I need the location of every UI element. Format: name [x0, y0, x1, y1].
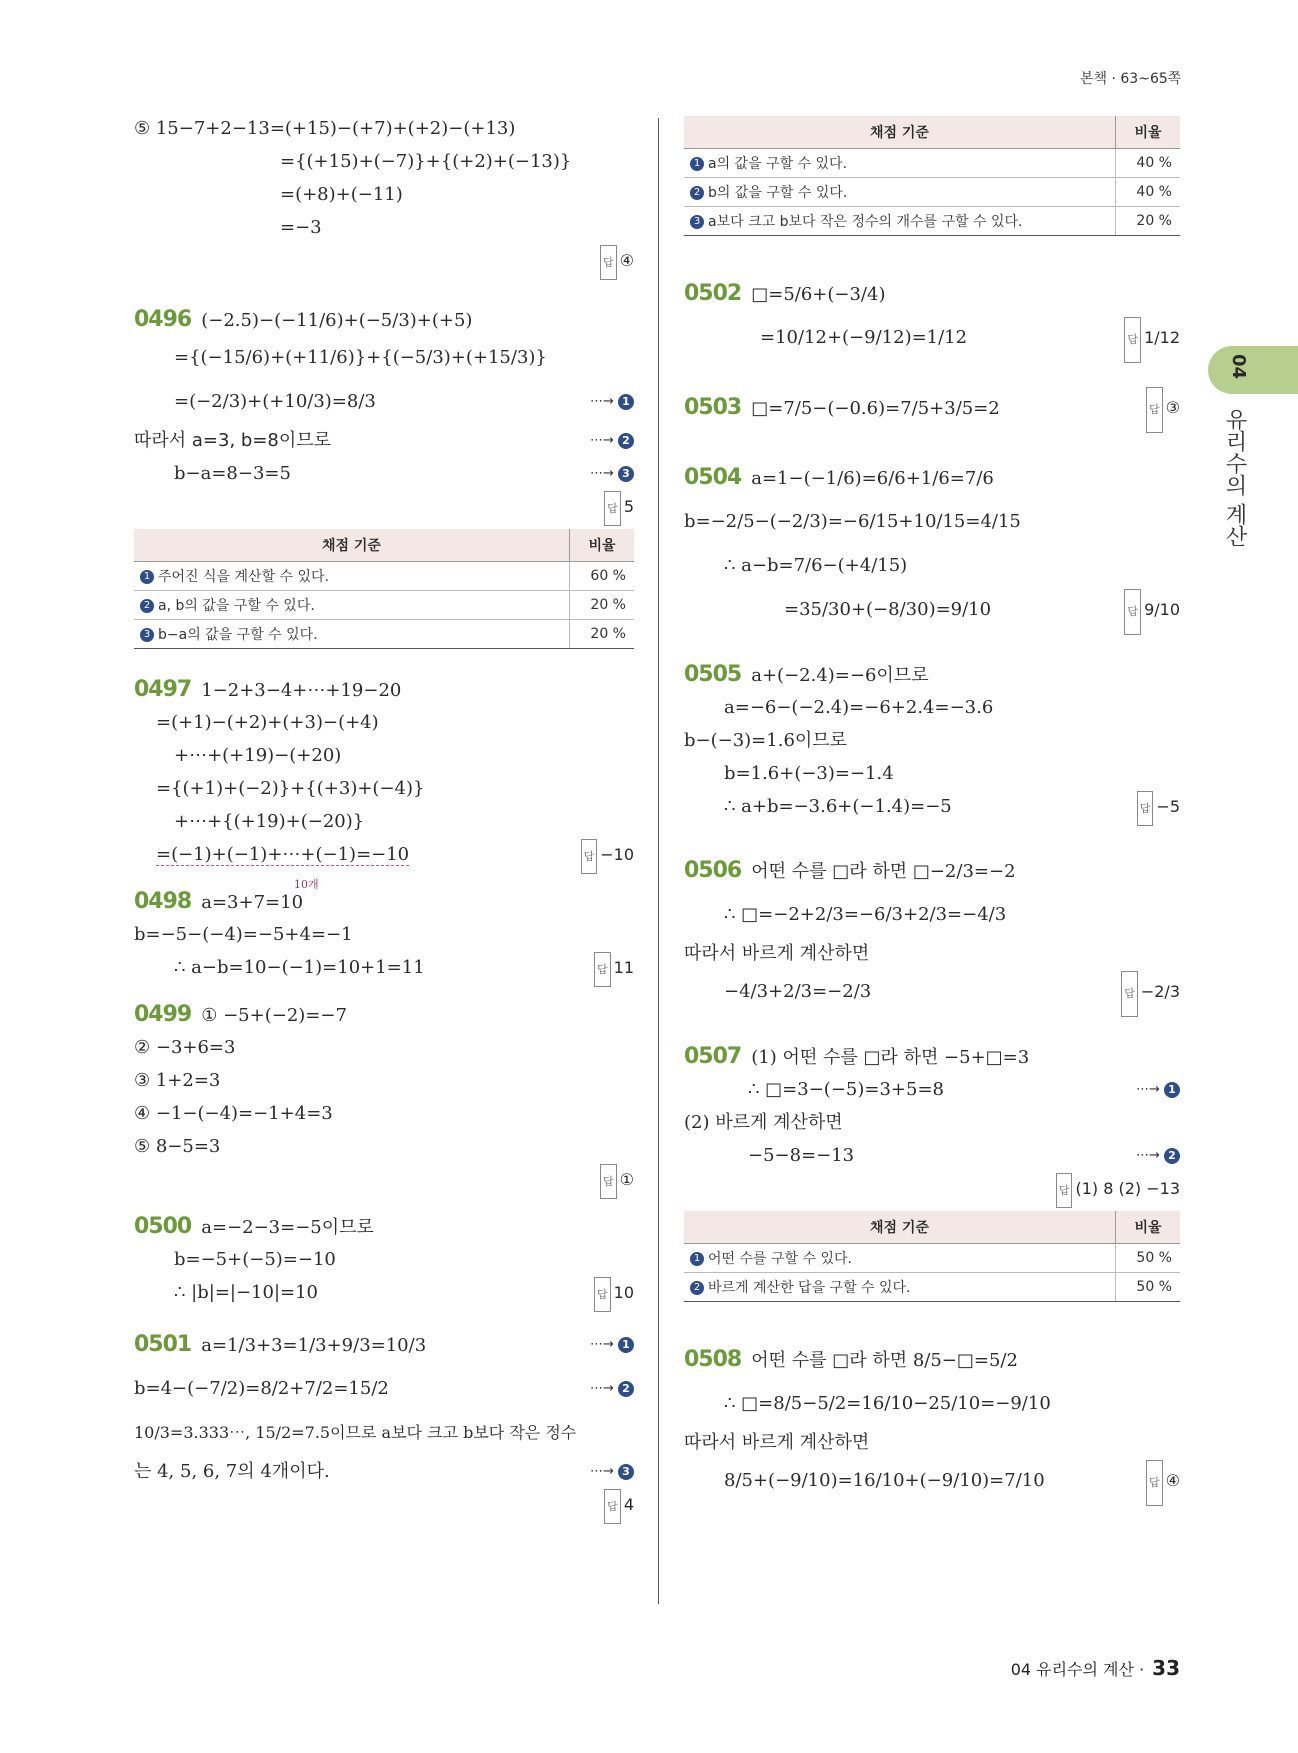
- answer-mark-icon: 답: [600, 245, 617, 280]
- problem-number: 0507: [684, 1044, 742, 1069]
- problem-0506: 0506 어떤 수를 □라 하면 □−2/3=−2: [684, 858, 1016, 883]
- problem-0496: 0496 (−2.5)−(−11/6)+(−5/3)+(+5): [134, 307, 473, 332]
- problem-0504: 0504 a=1−(−1/6)=6/6+1/6=7/6: [684, 465, 994, 490]
- answer-mark-icon: 답: [1137, 791, 1154, 826]
- answer-row: 답 (1) 8 (2) −13: [684, 1172, 1180, 1205]
- problem-number: 0496: [134, 307, 192, 332]
- problem-number: 0500: [134, 1214, 192, 1239]
- chapter-number: 04: [1228, 353, 1250, 380]
- answer-mark-icon: 답: [1056, 1173, 1073, 1208]
- step-1-marker: ⋯→ 1: [590, 1323, 634, 1367]
- problem-0505: 0505 a+(−2.4)=−6이므로: [684, 662, 929, 687]
- answer-mark-icon: 답: [1146, 387, 1163, 433]
- problem-0500: 0500 a=−2−3=−5이므로: [134, 1214, 374, 1239]
- step-1-marker: ⋯→ 1: [1136, 1073, 1180, 1106]
- right-column: 채점 기준 비율 1 a의 값을 구할 수 있다. 40 % 2 b의 값을 구할 수 있다. 40 % 3 a보다 크고 b보다 작은 정수의 개수를 구할 수 있다. 20 % 0502 □=5/6+(−3/4) =10/12+(−9/12)=1/12 답 1/12 0503 □=7/5−(−0.6)=7/5+3/5=2 답 ③ 0504 a=1−(−1/6)=6/6+1/6=7/6 b=−2/5−(−2/3)=−6/15+10/15=4/15 ∴ a−b=7/6−(+4/15) =35/30+(−8/30)=9/10 답 9/10 0505 a+(−2.4)=−6이므로 a=−6−(−2.4)=−6+2.4=−3.6 b−(−3)=1.6이므로 b=1.6+(−3)=−1.4 ∴ a+b=−3.6+(−1.4)=−5 답 −5 0506 어떤 수를 □라 하면 □−2/3=−2 ∴ □=−2+2/3=−6/3+2/3=−4/3 따라서 바르게 계산하면 −4/3+2/3=−2/3 답 −2/3 0507 (1) 어떤 수를 □라 하면 −5+□=3 ∴ □=3−(−5)=3+5=8 ⋯→ 1 (2) 바르게 계산하면 −5−8=−13 ⋯→ 2 답 (1) 8 (2) −13 채점 기준 비율 1 어떤 수를 구할 수 있다. 50 % 2 바르게 계산한 답을 구할 수 있다. 50 % 0508 어떤 수를 □라 하면 8/5−□=5/2 ∴ □=8/5−5/2=16/10−25/10=−9/10 따라서 바르게 계산하면 8/5+(−9/10)=16/10+(−9/10)=7/10 답 ④: [684, 112, 1180, 1503]
- problem-number: 0501: [134, 1332, 192, 1357]
- problem-0501: 0501 a=1/3+3=1/3+9/3=10/3 ⋯→ 1: [134, 1323, 634, 1367]
- problem-number: 0504: [684, 465, 742, 490]
- term-count-note: 10개: [294, 878, 319, 891]
- step-2-marker: ⋯→ 2: [1136, 1139, 1180, 1172]
- problem-0499: 0499 ① −5+(−2)=−7: [134, 1002, 347, 1027]
- column-divider: [658, 118, 659, 1604]
- problem-number: 0503: [684, 395, 742, 420]
- answer-row: 답 ①: [134, 1163, 634, 1196]
- step-2-marker: ⋯→ 2: [590, 424, 634, 457]
- answer-mark-icon: 답: [600, 1164, 617, 1199]
- chapter-title-vertical: 유리수의 계산: [1222, 408, 1247, 547]
- problem-0508: 0508 어떤 수를 □라 하면 8/5−□=5/2: [684, 1347, 1018, 1372]
- step-2-marker: ⋯→ 2: [590, 1367, 634, 1411]
- answer-mark-icon: 답: [1124, 317, 1141, 363]
- answer-mark-icon: 답: [1146, 1460, 1163, 1506]
- answer-row: 답 4: [134, 1488, 634, 1521]
- answer-row: 답 5: [134, 490, 634, 523]
- answer-mark-icon: 답: [1121, 971, 1138, 1017]
- problem-number: 0505: [684, 662, 742, 687]
- problem-0507: 0507 (1) 어떤 수를 □라 하면 −5+□=3: [684, 1044, 1030, 1069]
- answer-mark-icon: 답: [604, 1489, 621, 1524]
- problem-0497: 0497 1−2+3−4+⋯+19−20: [134, 677, 402, 702]
- answer-mark-icon: 답: [581, 839, 598, 874]
- step-1-marker: ⋯→ 1: [590, 380, 634, 424]
- problem-0503: 0503 □=7/5−(−0.6)=7/5+3/5=2 답 ③: [684, 386, 1180, 430]
- problem-number: 0498: [134, 889, 192, 914]
- problem-number: 0497: [134, 677, 192, 702]
- answer-mark-icon: 답: [604, 491, 621, 526]
- answer-mark-icon: 답: [1124, 589, 1141, 635]
- scoring-criteria-table: 채점 기준 비율 1 a의 값을 구할 수 있다. 40 % 2 b의 값을 구할 수 있다. 40 % 3 a보다 크고 b보다 작은 정수의 개수를 구할 수 있다. 20 %: [684, 116, 1180, 236]
- chapter-tab: [1208, 346, 1298, 394]
- scoring-criteria-table: 채점 기준 비율 1 어떤 수를 구할 수 있다. 50 % 2 바르게 계산한 답을 구할 수 있다. 50 %: [684, 1211, 1180, 1302]
- page-footer: 04 유리수의 계산 · 33: [1010, 1656, 1180, 1680]
- problem-number: 0499: [134, 1002, 192, 1027]
- problem-number: 0508: [684, 1347, 742, 1372]
- problem-0502: 0502 □=5/6+(−3/4): [684, 281, 886, 306]
- problem-number: 0502: [684, 281, 742, 306]
- footer-chapter: 04 유리수의 계산: [1010, 1660, 1134, 1679]
- left-column: ⑤ 15−7+2−13=(+15)−(+7)+(+2)−(+13) ={(+15)+(−7)}+{(+2)+(−13)} =(+8)+(−11) =−3 답 ④ 0496 (−2.5)−(−11/6)+(−5/3)+(+5) ={(−15/6)+(+11/6)}+{(−5/3)+(+15/3)} =(−2/3)+(+10/3)=8/3 ⋯→ 1 따라서 a=3, b=8이므로 ⋯→ 2 b−a=8−3=5 ⋯→ 3 답 5 채점 기준 비율 1 주어진 식을 계산할 수 있다. 60 % 2 a, b의 값을 구할 수 있다. 20 % 3 b−a의 값을 구할 수 있다. 20 % 0497 1−2+3−4+⋯+19−20 =(+1)−(+2)+(+3)−(+4) +⋯+(+19)−(+20) ={(+1)+(−2)}+{(+3)+(−4)} +⋯+{(+19)+(−20)} =(−1)+(−1)+⋯+(−1)=−10 10개 답 −10 0498 a=3+7=10 b=−5−(−4)=−5+4=−1 ∴ a−b=10−(−1)=10+1=11 답 11 0499 ① −5+(−2)=−7 ② −3+6=3 ③ 1+2=3 ④ −1−(−4)=−1+4=3 ⑤ 8−5=3 답 ① 0500 a=−2−3=−5이므로 b=−5+(−5)=−10 ∴ |b|=|−10|=10 답 10 0501 a=1/3+3=1/3+9/3=10/3 ⋯→ 1 b=4−(−7/2)=8/2+7/2=15/2 ⋯→ 2 10/3=3.333⋯, 15/2=7.5이므로 a보다 크고 b보다 작은 정수 는 4, 5, 6, 7의 4개이다. ⋯→ 3 답 4: [134, 112, 634, 1521]
- step-3-marker: ⋯→ 3: [590, 1455, 634, 1488]
- page-reference: 본책 · 63~65쪽: [1080, 71, 1182, 87]
- scoring-criteria-table: 채점 기준 비율 1 주어진 식을 계산할 수 있다. 60 % 2 a, b의 값을 구할 수 있다. 20 % 3 b−a의 값을 구할 수 있다. 20 %: [134, 529, 634, 649]
- page-number: 33: [1152, 1656, 1180, 1680]
- problem-0498: 0498 a=3+7=10: [134, 889, 304, 914]
- problem-number: 0506: [684, 858, 742, 883]
- answer-mark-icon: 답: [594, 1277, 611, 1312]
- answer-mark-icon: 답: [594, 952, 611, 987]
- solution-line: ⑤ 15−7+2−13=(+15)−(+7)+(+2)−(+13): [134, 118, 516, 139]
- step-3-marker: ⋯→ 3: [590, 457, 634, 490]
- answer-row: 답 ④: [134, 244, 634, 277]
